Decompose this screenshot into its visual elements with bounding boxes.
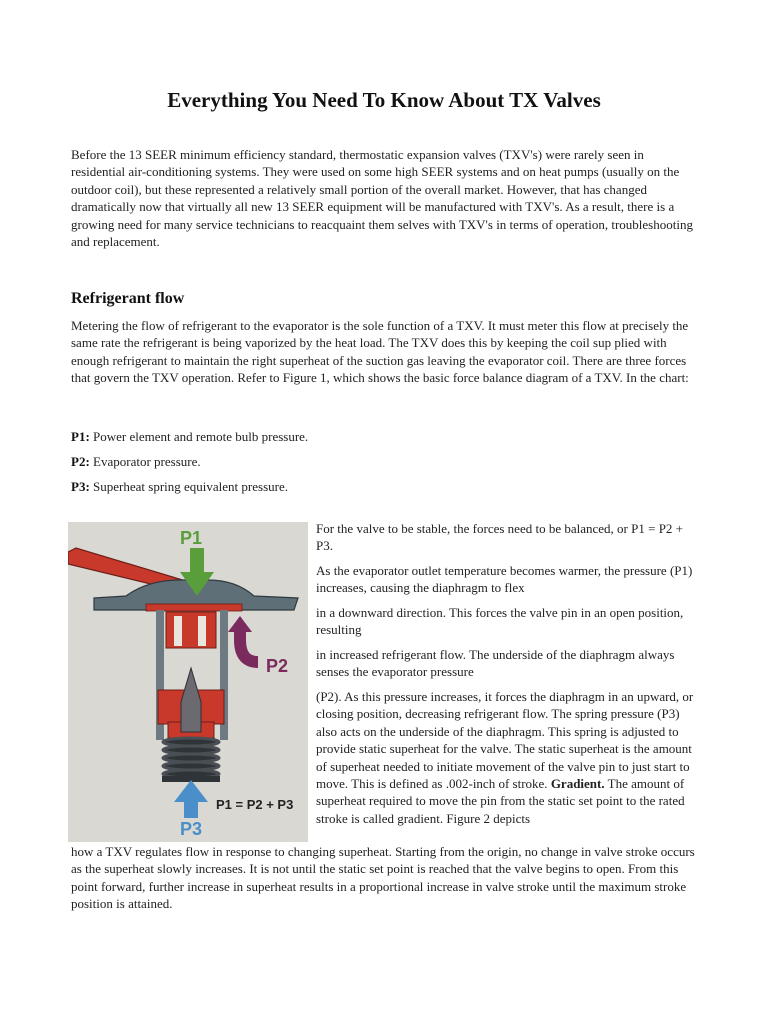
- intro-paragraph: Before the 13 SEER minimum efficiency standard, thermostatic expansion valves (TXV's) were rarely seen in residential air-conditioning systems. They were used on some high SEER systems and on heat pumps (usually on the outdoor coil), but these represented a relatively small portion of the overall market. However, that has changed dramatically now that virtually all new 13 SEER equipment will be manufactured with TXV's. As a result, there is a growing need for many service technicians to reacquaint them selves with TXV's in terms of operation, troubleshooting and replacement.: [71, 147, 693, 250]
- p2-label: P2: [266, 656, 289, 676]
- pressure-text: Superheat spring equivalent pressure.: [93, 479, 288, 494]
- right-paragraph-5: [316, 688, 702, 827]
- p3-label: P3: [180, 819, 203, 839]
- valve-pin: [181, 668, 201, 732]
- gradient-definition: The amount of superheat required to move the pin from the static set point to the rated stroke is called gradient. Figure 2 depicts: [316, 776, 685, 826]
- right-paragraph-1: For the valve to be stable, the forces need to be balanced, or P1 = P2 + P3.: [316, 521, 684, 554]
- pressure-label: P2:: [71, 454, 90, 469]
- p3-arrow-head: [174, 780, 208, 802]
- section-heading: Refrigerant flow: [71, 290, 185, 307]
- right-paragraph-3: in a downward direction. This forces the valve pin in an open position, resulting: [316, 605, 684, 638]
- gradient-term: Gradient.: [550, 776, 605, 792]
- right-paragraph-4: in increased refrigerant flow. The underside of the diaphragm always senses the evaporator pressure: [316, 647, 675, 680]
- valve-stem: [166, 612, 216, 648]
- force-equation: P1 = P2 + P3: [216, 797, 294, 812]
- pressure-item-p2: [71, 453, 201, 470]
- bottom-paragraph: how a TXV regulates flow in response to changing superheat. Starting from the origin, no change in valve stroke occurs as the superheat slowly increases. It is not until the static set point is reached that the valve begins to open. From this point forward, further increase in superheat results in a proportional increase in valve stroke until the maximum stroke position is attained.: [71, 844, 695, 912]
- pressure-text: Evaporator pressure.: [93, 454, 201, 469]
- superheat-spring: [163, 738, 219, 778]
- page-title: Everything You Need To Know About TX Valves: [167, 88, 601, 112]
- pressure-item-p3: [71, 478, 288, 495]
- p1-label: P1: [180, 528, 203, 548]
- p1-arrow-shaft: [190, 548, 204, 574]
- pressure-label: P3:: [71, 479, 90, 494]
- diaphragm: [146, 604, 242, 611]
- right-paragraph-5-body: (P2). As this pressure increases, it forces the diaphragm in an upward, or closing position, decreasing refrigerant flow. The spring pressure (P3) also acts on the underside of the diaphragm. This spring is adjusted to provide static superheat for the valve. The static superheat is the amount of superheat needed to initiate movement of the valve pin to just start to move. This is defined as .002-inch of stroke.: [316, 689, 694, 792]
- txv-force-diagram: [68, 522, 308, 842]
- p3-arrow-shaft: [184, 802, 198, 818]
- p2-arrow-head: [228, 616, 252, 632]
- pressure-text: Power element and remote bulb pressure.: [93, 429, 309, 444]
- pressure-label: P1:: [71, 429, 90, 444]
- pressure-item-p1: [71, 428, 308, 445]
- section-paragraph: Metering the flow of refrigerant to the evaporator is the sole function of a TXV. It must meter this flow at precisely the same rate the refrigerant is being vaporized by the heat load. The TXV does this by keeping the coil sup plied with enough refrigerant to maintain the right superheat of the suction gas leaving the evaporator coil. There are three forces that govern the TXV operation. Refer to Figure 1, which shows the basic force balance diagram of a TXV. In the chart:: [71, 318, 689, 386]
- p2-arrow: [240, 630, 258, 662]
- right-paragraph-2: As the evaporator outlet temperature becomes warmer, the pressure (P1) increases, causing the diaphragm to flex: [316, 563, 693, 596]
